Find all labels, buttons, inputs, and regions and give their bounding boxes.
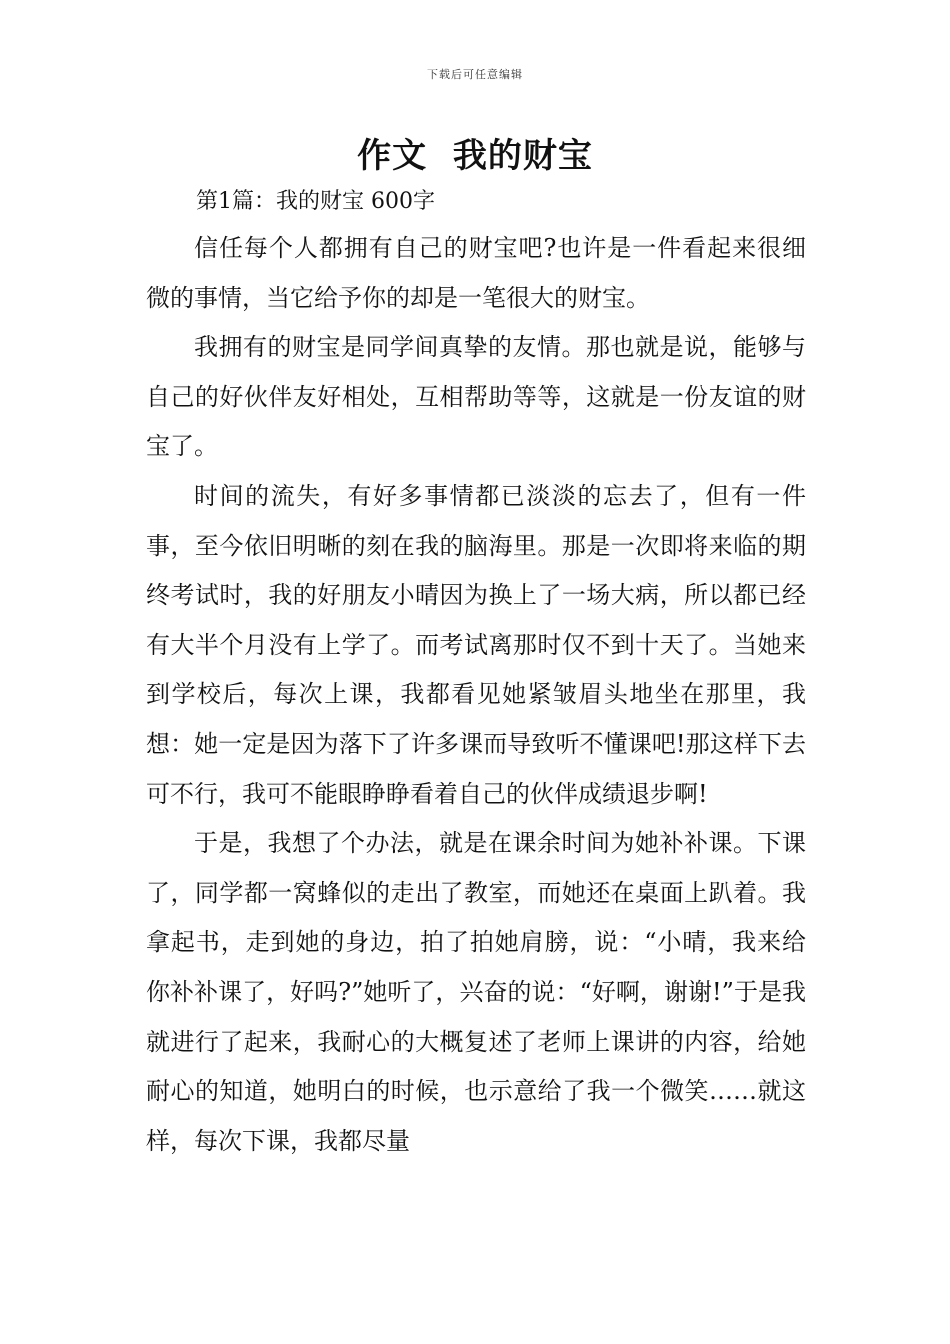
paragraph: 于是，我想了个办法，就是在课余时间为她补补课。下课了，同学都一窝蜂似的走出了教室，而她还在桌面上趴着。我拿起书，走到她的身边，拍了拍她肩膀，说：“小晴，我来给你补补课了，好吗?”她听了，兴奋的说：“好啊，谢谢!”于是我就进行了起来，我耐心的大概复述了老师上课讲的内容，给她耐心的知道，她明白的时候，也示意给了我一个微笑……就这样，每次下课，我都尽量 [146, 829, 806, 1155]
chapter-heading: 第1篇：我的财宝 600字 [196, 189, 435, 214]
body-text [146, 224, 806, 1166]
paragraph: 我拥有的财宝是同学间真挚的友情。那也就是说，能够与自己的好伙伴友好相处，互相帮助等等，这就是一份友谊的财宝了。 [146, 333, 806, 461]
paragraph: 时间的流失，有好多事情都已淡淡的忘去了，但有一件事，至今依旧明晰的刻在我的脑海里。那是一次即将来临的期终考试时，我的好朋友小晴因为换上了一场大病，所以都已经有大半个月没有上学了。而考试离那时仅不到十天了。当她来到学校后，每次上课，我都看见她紧皱眉头地坐在那里，我想：她一定是因为落下了许多课而导致听不懂课吧!那这样下去可不行，我可不能眼睁睁看着自己的伙伴成绩退步啊! [146, 481, 806, 808]
header-note: 下载后可任意编辑 [427, 68, 523, 81]
paragraph: 信任每个人都拥有自己的财宝吧?也许是一件看起来很细微的事情，当它给予你的却是一笔很大的财宝。 [146, 234, 806, 312]
document-title: 作文 我的财宝 [357, 136, 593, 176]
